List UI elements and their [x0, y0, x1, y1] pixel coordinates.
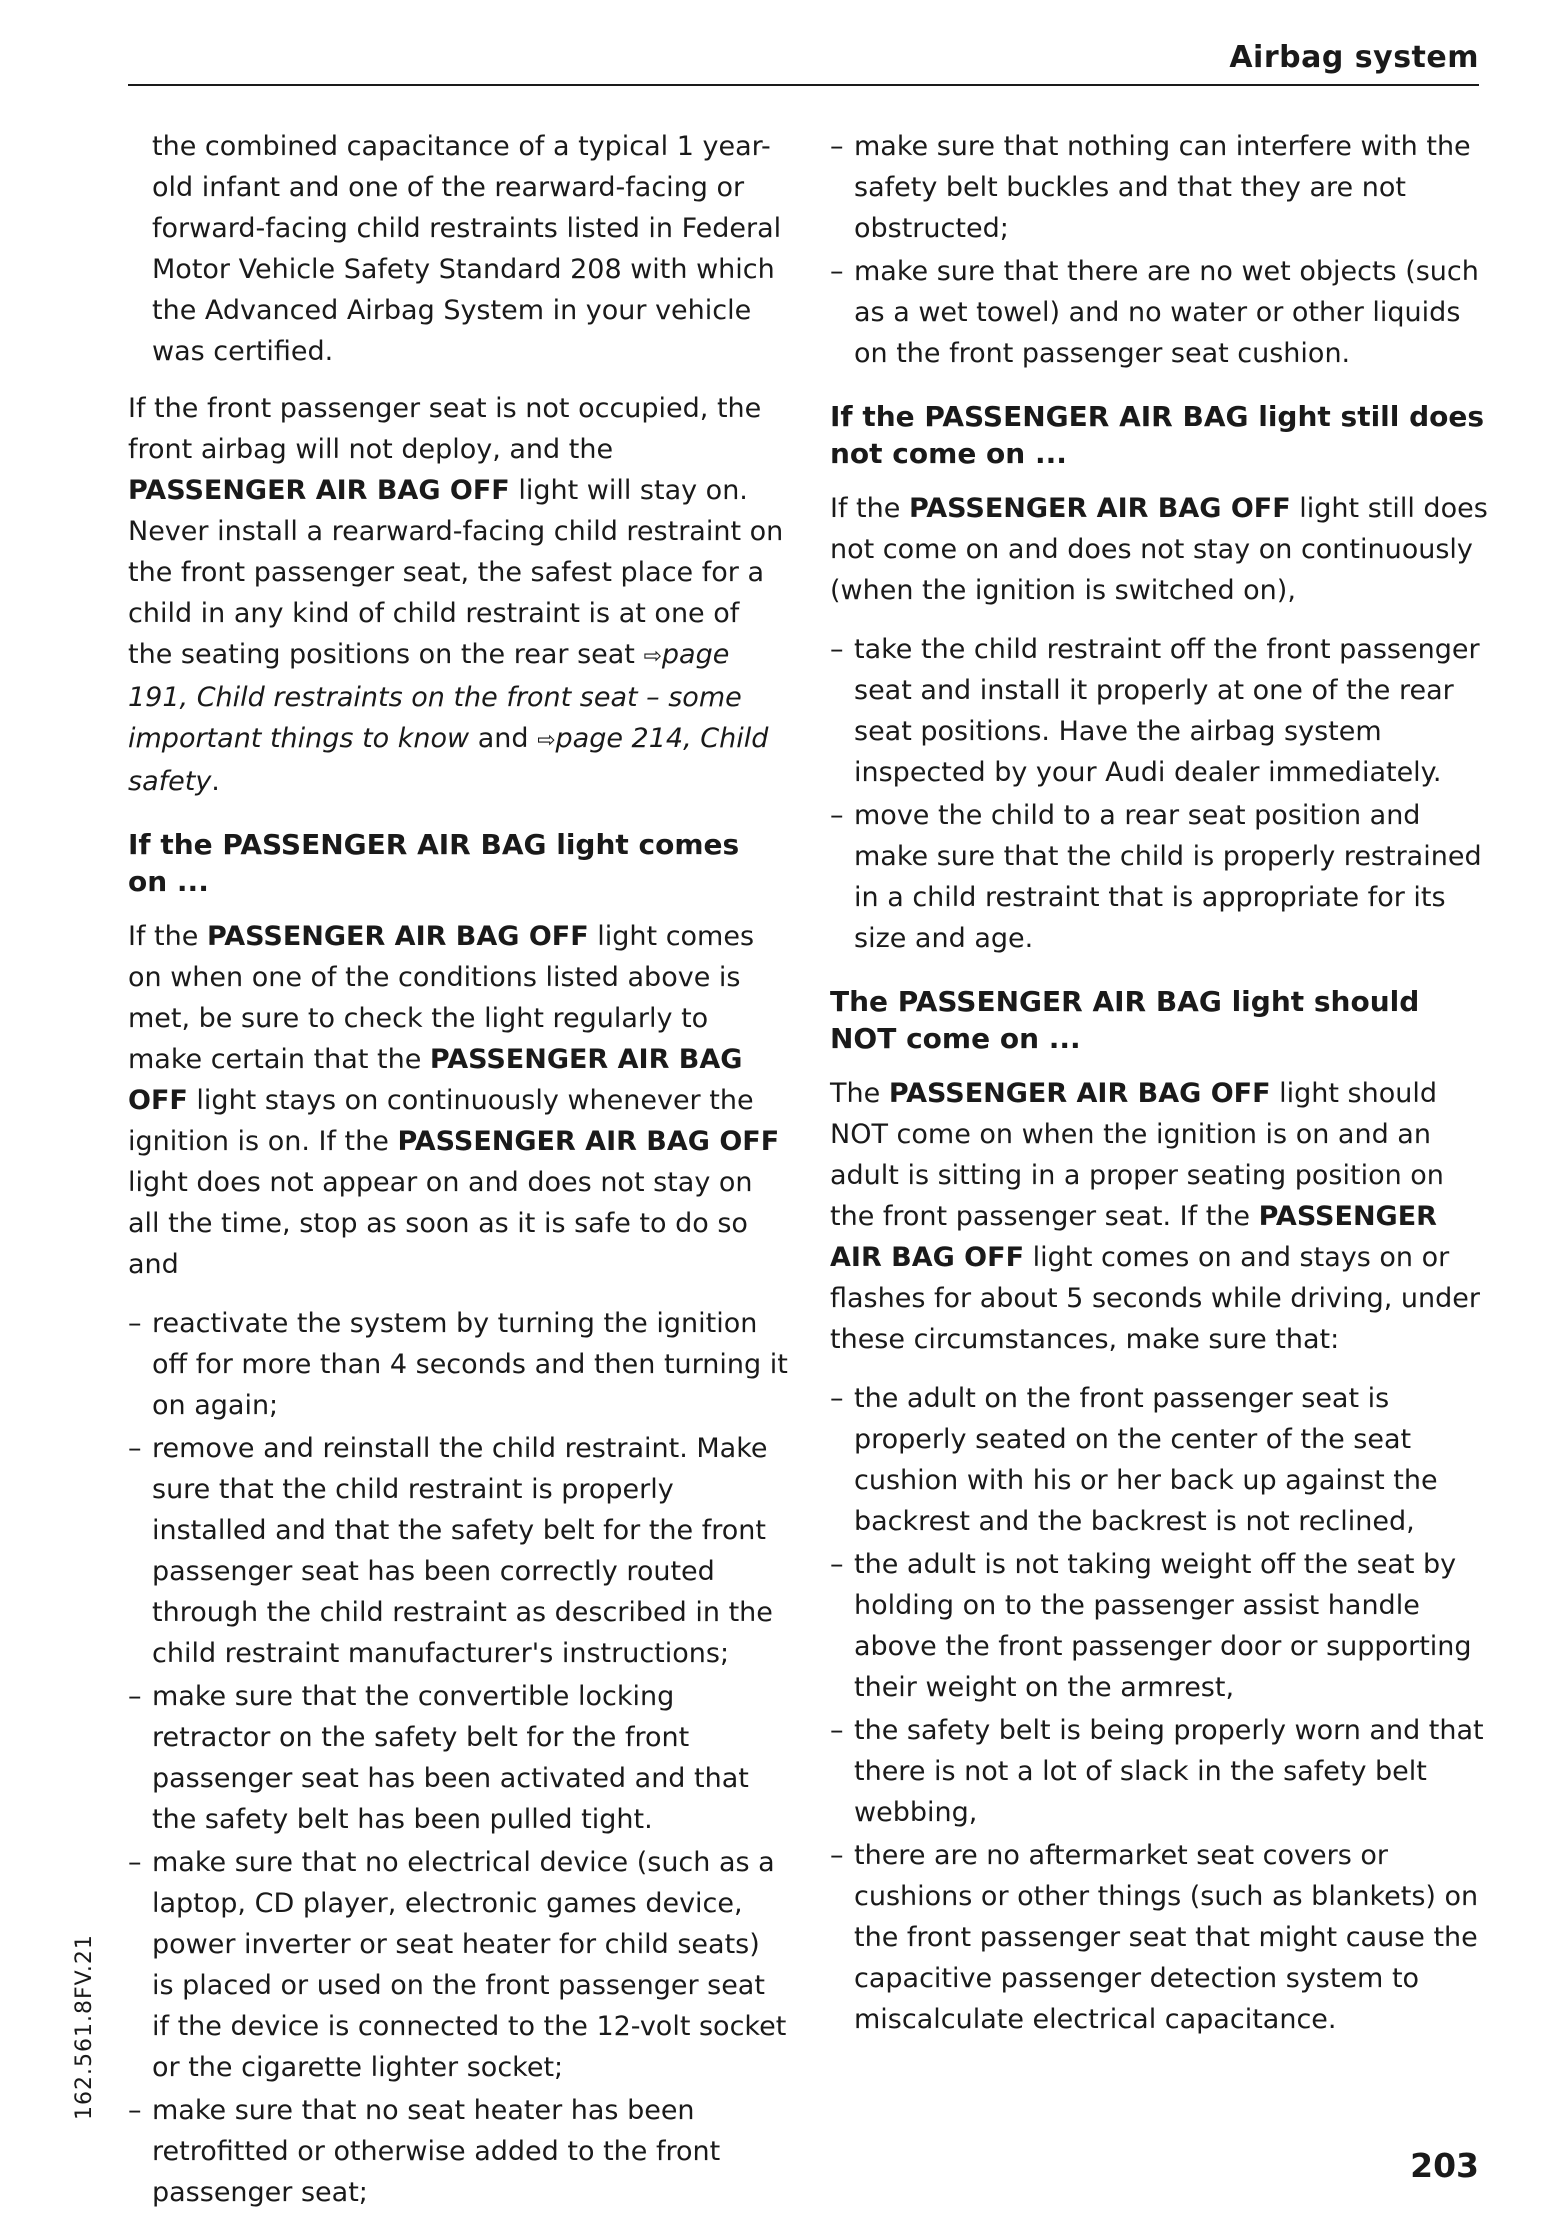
paragraph-light-comes-on: If the PASSENGER AIR BAG OFF light comes on when one of the conditions listed above is met, be sure to check the light regularly to make certain that the PASSENGER AIR BAG OFF light stays on continuously whenever the ignition is on. If the PASSENGER AIR BAG OFF light does not appear on and does not stay on all the time, stop as soon as it is safe to do so and [128, 921, 780, 1280]
list-item: – take the child restraint off the front passenger seat and install it properly at one of the rear seat positions. Have the airbag system inspected by your Audi dealer immediately. [830, 629, 1490, 793]
list-item: – the adult on the front passenger seat is properly seated on the center of the seat cushion with his or her back up against the backrest and the backrest is not reclined, [830, 1378, 1490, 1542]
heading-light-should-not-come-on: The PASSENGER AIR BAG light should NOT come on ... [830, 985, 1420, 1055]
page-reference-link[interactable]: page 214, Child safety [128, 723, 769, 797]
action-list [830, 629, 1490, 959]
right-column [830, 126, 1490, 2056]
arrow-icon: ⇨ [643, 644, 662, 669]
heading-light-comes-on: If the PASSENGER AIR BAG light comes on ... [128, 828, 740, 898]
paragraph-light-still-not-on: If the PASSENGER AIR BAG OFF light still does not come on and does not stay on continuously (when the ignition is switched on), [830, 493, 1488, 606]
page-reference-link[interactable]: page 191, Child restraints on the front seat – some important things to know [128, 639, 742, 754]
list-item: – there are no aftermarket seat covers or cushions or other things (such as blankets) on the front passenger seat that might cause the capacitive passenger detection system to miscalculate electrical capacitance. [830, 1835, 1490, 2040]
page-number: 203 [1410, 2146, 1479, 2185]
continued-list [830, 126, 1490, 374]
document-code: 162.561.8FV.21 [72, 1934, 97, 2120]
left-column [128, 126, 788, 2229]
paragraph-not-occupied: If the front passenger seat is not occupied, the front airbag will not deploy, and the PASSENGER AIR BAG OFF light will stay on. Never install a rearward-facing child restraint on the front passenger seat, the safest place for a child in any kind of child restraint is at one of the seating positions on the rear seat ⇨page 191, Child restraints on the front seat – some important things to know and ⇨page 214, Child safety. [128, 393, 784, 797]
list-item: – make sure that nothing can interfere with the safety belt buckles and that they are not obstructed; [830, 126, 1490, 249]
list-item: – move the child to a rear seat position and make sure that the child is properly restrained in a child restraint that is appropriate for its size and age. [830, 795, 1490, 959]
list-item: – the safety belt is being properly worn and that there is not a lot of slack in the safety belt webbing, [830, 1710, 1490, 1833]
checklist [830, 1378, 1490, 2040]
page-header-title: Airbag system [1229, 40, 1479, 75]
arrow-icon: ⇨ [537, 728, 556, 753]
list-item: – remove and reinstall the child restraint. Make sure that the child restraint is properly installed and that the safety belt for the front passenger seat has been correctly routed through the child restraint as described in the child restraint manufacturer's instructions; [128, 1428, 788, 1674]
list-item: – make sure that the convertible locking retractor on the safety belt for the front passenger seat has been activated and that the safety belt has been pulled tight. [128, 1676, 788, 1840]
paragraph-light-should-not-come-on: The PASSENGER AIR BAG OFF light should NOT come on when the ignition is on and an adult is sitting in a proper seating position on the front passenger seat. If the PASSENGER AIR BAG OFF light comes on and stays on or flashes for about 5 seconds while driving, under these circumstances, make sure that: [830, 1078, 1480, 1355]
list-item: – make sure that no seat heater has been retrofitted or otherwise added to the front passenger seat; [128, 2090, 788, 2213]
list-item: – make sure that there are no wet objects (such as a wet towel) and no water or other liquids on the front passenger seat cushion. [830, 251, 1490, 374]
intro-paragraph: the combined capacitance of a typical 1 year-old infant and one of the rearward-facing or forward-facing child restraints listed in Federal Motor Vehicle Safety Standard 208 with which the Advanced Airbag System in your vehicle was certified. [152, 131, 782, 367]
list-item: – make sure that no electrical device (such as a laptop, CD player, electronic games device, power inverter or seat heater for child seats) is placed or used on the front passenger seat if the device is connected to the 12-volt socket or the cigarette lighter socket; [128, 1842, 788, 2088]
heading-light-still-not-on: If the PASSENGER AIR BAG light still does not come on ... [830, 400, 1485, 470]
list-item: – the adult is not taking weight off the seat by holding on to the passenger assist handle above the front passenger door or supporting their weight on the armrest, [830, 1544, 1490, 1708]
header-rule [128, 84, 1479, 86]
action-list [128, 1303, 788, 2213]
list-item: – reactivate the system by turning the ignition off for more than 4 seconds and then turning it on again; [128, 1303, 788, 1426]
